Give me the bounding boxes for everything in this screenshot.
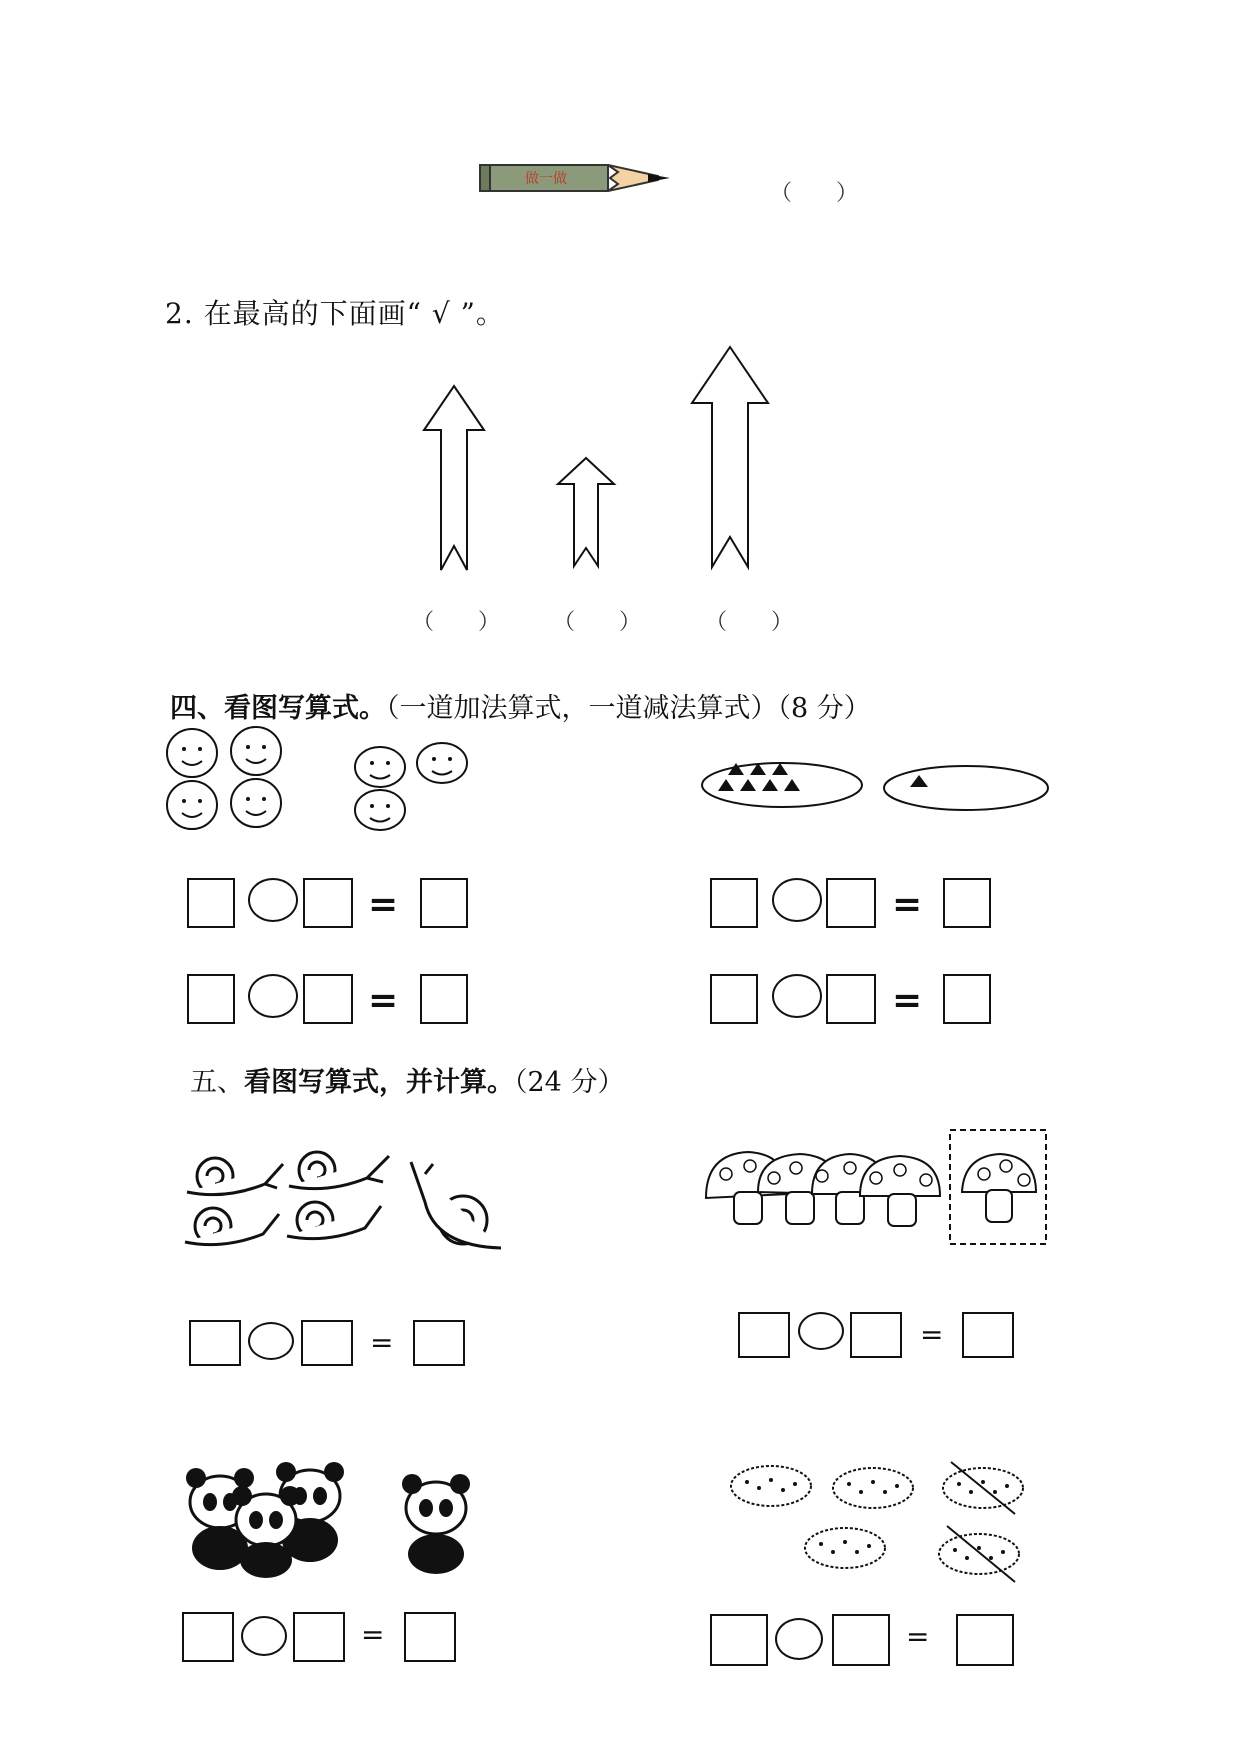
dotted-ovals-picture (725, 1458, 1035, 1588)
equals-sign: = (368, 884, 399, 925)
answer-box[interactable] (293, 1612, 345, 1662)
equals-sign: = (368, 980, 399, 1021)
section-4-title (170, 686, 871, 725)
question-2-text: 2. 在最高的下面画“ √ ”。 (165, 297, 505, 330)
answer-box[interactable] (187, 974, 235, 1024)
answer-box[interactable] (826, 878, 876, 928)
section-4-title-note: （一道加法算式，一道减法算式）（8 分） (386, 693, 871, 724)
section-5-prefix: 五、 (190, 1067, 244, 1098)
answer-box[interactable] (710, 878, 758, 928)
operator-circle[interactable] (798, 1312, 844, 1350)
answer-box[interactable] (303, 974, 353, 1024)
equals-sign: = (370, 1326, 394, 1359)
answer-box[interactable] (850, 1312, 902, 1358)
answer-box[interactable] (710, 1614, 768, 1666)
operator-circle[interactable] (772, 878, 822, 922)
pencil-icon (478, 160, 678, 196)
answer-box[interactable] (182, 1612, 234, 1662)
answer-box[interactable] (962, 1312, 1014, 1358)
arrow-paren-2: （ ） (553, 610, 642, 635)
equals-sign: = (361, 1618, 385, 1651)
answer-box[interactable] (943, 974, 991, 1024)
section-5-title (190, 1060, 624, 1099)
pandas-picture (170, 1452, 490, 1580)
operator-circle[interactable] (772, 974, 822, 1018)
answer-box[interactable] (956, 1614, 1014, 1666)
arrow-short (556, 456, 616, 570)
equals-sign: = (906, 1620, 930, 1653)
triangle-groups-picture (700, 755, 1060, 815)
snails-picture (175, 1140, 515, 1260)
pencil-label: 做一做 (525, 171, 567, 187)
answer-paren: （ ） (770, 181, 859, 206)
answer-box[interactable] (187, 878, 235, 928)
answer-box[interactable] (301, 1320, 353, 1366)
equals-sign: = (892, 884, 923, 925)
section-5-title-note: （24 分） (514, 1067, 625, 1098)
answer-box[interactable] (420, 878, 468, 928)
equals-sign: = (920, 1318, 944, 1351)
answer-box[interactable] (832, 1614, 890, 1666)
answer-box[interactable] (710, 974, 758, 1024)
arrow-paren-3: （ ） (705, 610, 794, 635)
answer-box[interactable] (943, 878, 991, 928)
arrow-paren-1: （ ） (412, 610, 501, 635)
equals-sign: = (892, 980, 923, 1021)
operator-circle[interactable] (248, 974, 298, 1018)
smiley-faces-picture (160, 725, 480, 835)
arrow-medium (422, 384, 486, 574)
operator-circle[interactable] (775, 1618, 823, 1660)
answer-box[interactable] (420, 974, 468, 1024)
answer-box[interactable] (738, 1312, 790, 1358)
section-5-title-bold: 看图写算式，并计算。 (244, 1067, 514, 1098)
arrow-tall (690, 345, 770, 571)
section-4-title-bold: 四、看图写算式。 (170, 693, 386, 724)
operator-circle[interactable] (241, 1616, 287, 1656)
mushrooms-picture (700, 1128, 1050, 1258)
answer-box[interactable] (413, 1320, 465, 1366)
answer-box[interactable] (189, 1320, 241, 1366)
answer-box[interactable] (404, 1612, 456, 1662)
operator-circle[interactable] (248, 1322, 294, 1360)
answer-box[interactable] (303, 878, 353, 928)
operator-circle[interactable] (248, 878, 298, 922)
answer-box[interactable] (826, 974, 876, 1024)
